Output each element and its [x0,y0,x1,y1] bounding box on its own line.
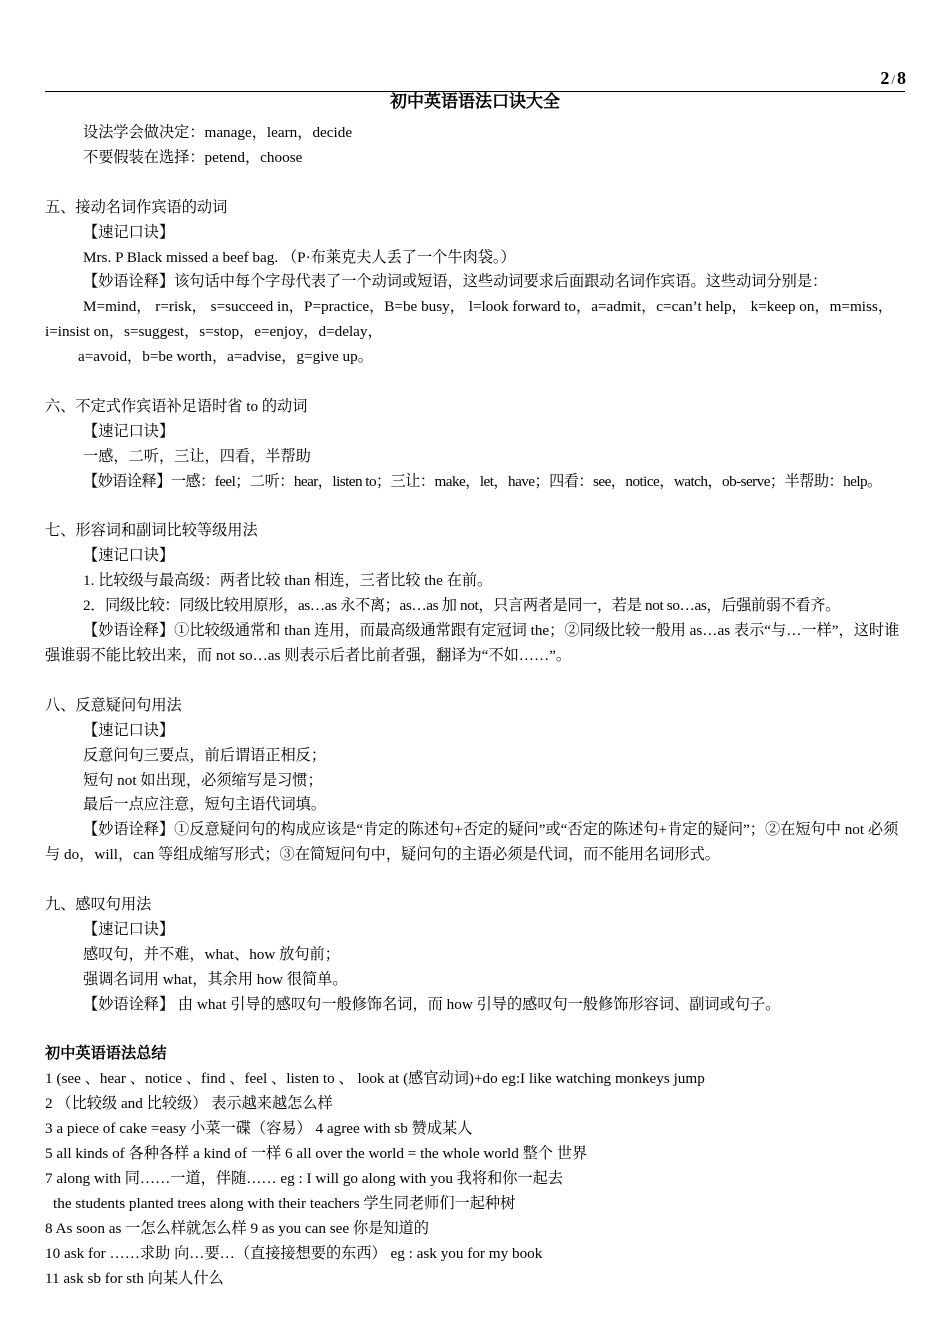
explanation: 【妙语诠释】该句话中每个字母代表了一个动词或短语，这些动词要求后面跟动名词作宾语。这些动词分别是： [83,273,828,291]
document-body [45,121,907,1292]
section-heading: 八、反意疑问句用法 [45,696,182,714]
intro-line: 不要假装在选择：petend，choose [83,148,303,166]
summary-item: 3 a piece of cake =easy 小菜一碟（容易） 4 agree with sb 赞成某人 [45,1120,473,1138]
explanation: 【妙语诠释】一感：feel；二听：hear，listen to；三让：make，let，have；四看：see，notice，watch，ob-serve；半帮助：help。 [83,472,882,490]
spacer [45,1018,907,1043]
explanation: 【妙语诠释】①反意疑问句的构成应该是“肯定的陈述句+否定的疑问”或“否定的陈述句+肯定的疑问”；②在短句中 not 必须与 do，will，can 等组成缩写形式；③在简短问句中，疑问句的主语必须是代词，而不能用名词形式。 [45,821,899,864]
mnemonic-label: 【速记口诀】 [83,547,175,565]
page-current: 2 [880,68,890,88]
summary-item: 11 ask sb for sth 向某人什么 [45,1269,224,1287]
spacer [45,669,907,694]
spacer [45,495,907,520]
explanation: 【妙语诠释】①比较级通常和 than 连用，而最高级通常跟有定冠词 the；②同级比较一般用 as…as 表示“与…一样”，这时谁强谁弱不能比较出来，而 not so…as 则表示后者比前者强，翻译为“不如……”。 [45,622,900,664]
section-heading: 六、不定式作宾语补足语时省 to 的动词 [45,397,308,415]
verb-list [45,295,907,345]
summary-item: 1 (see 、hear 、notice 、find 、feel 、listen to 、 look at (感官动词)+do eg:I like watching monkeys jump [45,1070,705,1088]
mnemonic-line: 反意问句三要点，前后谓语正相反； [83,746,326,764]
spacer [45,370,907,395]
mnemonic-text: 一感，二听，三让，四看，半帮助 [83,447,311,465]
rule-text: 1. 比较级与最高级：两者比较 than 相连，三者比较 the 在前。 [83,572,493,590]
page-total: 8 [897,68,906,88]
document-title: 初中英语语法口诀大全 [390,92,560,111]
summary-item: the students planted trees along with their teachers 学生同老师们一起种树 [53,1194,516,1212]
mnemonic-line: 短句 not 如出现，必须缩写是习惯； [83,771,323,789]
summary-item: 8 As soon as 一怎么样就怎么样 9 as you can see 你是知道的 [45,1219,429,1237]
page-number [880,68,906,89]
summary-item: 2 （比较级 and 比较级） 表示越来越怎么样 [45,1095,333,1113]
mnemonic-line: 强调名词用 what，其余用 how 很简单。 [83,970,348,988]
mnemonic-label: 【速记口诀】 [83,721,175,739]
spacer [45,868,907,893]
mnemonic-line: 感叹句，并不难，what、how 放句前； [83,945,340,963]
explanation: 【妙语诠释】 由 what 引导的感叹句一般修饰名词，而 how 引导的感叹句一般修饰形容词、副词或句子。 [83,995,781,1013]
verb-list-part: M=mind， r=risk， s=succeed in，P=practice，B=be busy， l=look forward to，a=admit，c=can’t help， k=keep on， [83,298,830,316]
mnemonic-text: Mrs. P Black missed a beef bag. （P·布莱克夫人丢了一个牛肉袋。） [83,248,516,266]
mnemonic-label: 【速记口诀】 [83,920,175,938]
spacer [45,171,907,196]
mnemonic-label: 【速记口诀】 [83,422,175,440]
summary-item: 5 all kinds of 各种各样 a kind of 一样 6 all over the world = the whole world 整个 世界 [45,1145,588,1163]
mnemonic-line: 最后一点应注意，短句主语代词填。 [83,796,326,814]
mnemonic-label: 【速记口诀】 [83,223,175,241]
section-heading: 七、形容词和副词比较等级用法 [45,522,258,540]
summary-item: 10 ask for ……求助 向…要…（直接接想要的东西） eg : ask you for my book [45,1244,543,1262]
summary-heading: 初中英语语法总结 [45,1045,167,1063]
summary-item: 7 along with 同……一道，伴随…… eg : I will go along with you 我将和你一起去 [45,1169,564,1187]
verb-list-part: m=miss，i=insist on，s=suggest，s=stop，e=enjoy，d=delay， [45,298,894,341]
intro-line: 设法学会做决定：manage，learn，decide [83,124,353,141]
page-separator: / [891,72,895,87]
verb-list-end: a=avoid，b=be worth，a=advise，g=give up。 [78,348,373,366]
section-heading: 九、感叹句用法 [45,896,152,914]
rule-text: 2．同级比较：同级比较用原形，as…as 永不离；as…as 加 not，只言两者是同一，若是 not so…as，后强前弱不看齐。 [83,597,840,615]
section-heading: 五、接动名词作宾语的动词 [45,198,228,216]
